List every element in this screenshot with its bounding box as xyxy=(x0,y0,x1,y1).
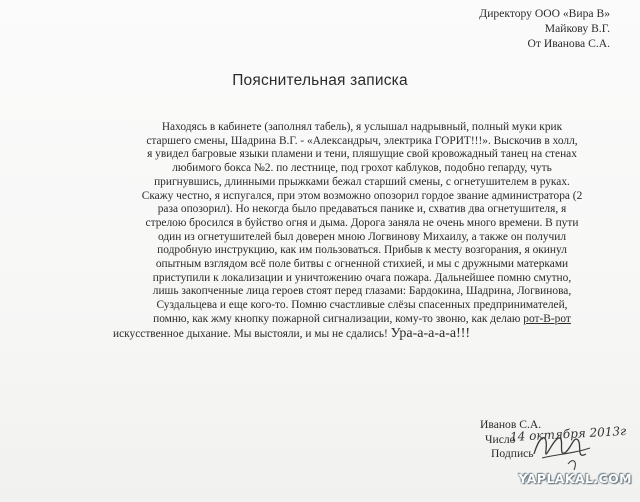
handwritten-date: 14 октября 2013г xyxy=(509,423,627,445)
body-line: Суздальцева и еще кого-то. Помню счастливые слёзы спасенных предпринимателей, xyxy=(156,299,568,312)
body-line: один из огнетушителей был доверен мною Логвинову Михаилу, а также он получил xyxy=(157,230,567,243)
addressee-line-3: От Иванова С.А. xyxy=(527,37,610,50)
body-text: искусственное дыхание. Мы выстояли, и мы не сдались! xyxy=(113,327,391,340)
date-label: Число xyxy=(485,433,516,446)
document-title: Пояснительная записка xyxy=(232,72,408,89)
signature-label: Подпись xyxy=(491,447,534,460)
body-line: стрелою бросился в буйство огня и дыма. Дорога заняла не очень много времени. В пути xyxy=(145,216,579,229)
body-line xyxy=(113,313,611,327)
body-line: пригнувшись, длинными прыжками бежал старший смены, с огнетушителем в руках. xyxy=(154,175,570,188)
body-line: подробную инструкцию, как им пользоваться. Прибыв к месту возгорания, я окинул xyxy=(157,244,567,257)
addressee-block xyxy=(479,6,610,51)
author-name: Иванов С.А. xyxy=(480,418,542,431)
body-line: любимого бокса №2. по лестнице, под грохот каблуков, подобно гепарду, чуть xyxy=(172,162,552,175)
body-line: опытным взглядом всё поле битвы с огненной стихией, и мы с дружными матерками xyxy=(155,258,569,271)
body-line: раза опозорил). Но некогда было предаваться панике и, схватив два огнетушителя, я xyxy=(157,203,567,216)
exclamation-text: Ура-а-а-а-а!!! xyxy=(390,325,471,341)
body-line: лишь закопченные лица героев стоят перед глазами: Бардокина, Шадрина, Логвинова, xyxy=(152,285,572,298)
signature-icon xyxy=(528,424,598,474)
body-line: Скажу честно, я испугался, при этом возможно опозорил гордое звание администратора (2 xyxy=(141,189,583,202)
body-line: я увидел багровые языки пламени и тени, пляшущие свой кровожадный танец на стенах xyxy=(147,148,577,161)
document-body xyxy=(113,121,611,341)
body-text: помню, как жму кнопку пожарной сигнализации, кому-то звоню, как делаю xyxy=(153,312,524,325)
body-line: Находясь в кабинете (заполнял табель), я услышал надрывный, полный муки крик xyxy=(161,121,563,133)
body-line: приступили к локализации и уничтожению очага пожара. Дальнейшее помню смутно, xyxy=(152,271,572,284)
underlined-phrase: рот-В-рот xyxy=(523,312,571,325)
addressee-line-2: Майкову В.Г. xyxy=(544,22,610,35)
body-line xyxy=(113,327,611,342)
body-line: старшего смены, Шадрина В.Г. - «Александрыч, электрика ГОРИТ!!!». Выскочив в холл, xyxy=(146,134,578,147)
watermark-logo: YAPLAKAL.COM xyxy=(518,471,632,486)
addressee-line-1: Директору ООО «Вира В» xyxy=(479,7,610,20)
